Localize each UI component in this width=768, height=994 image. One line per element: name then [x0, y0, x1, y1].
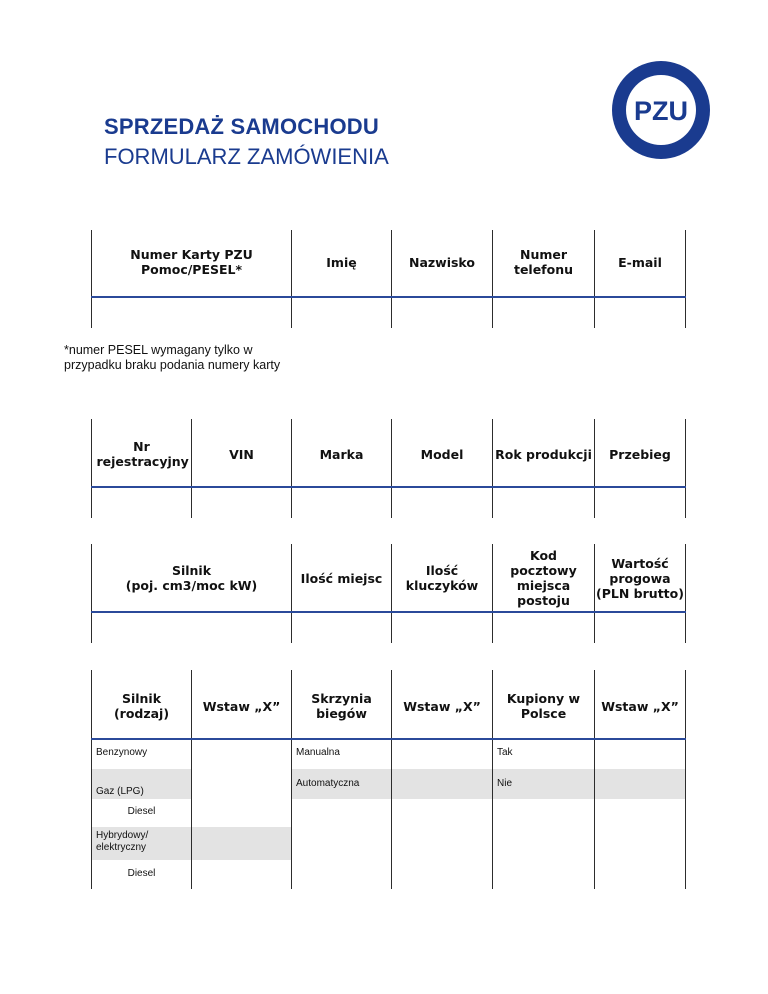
col-header-email: E-mail: [618, 254, 662, 270]
mark-cell-no[interactable]: [595, 769, 685, 799]
col-header-gearbox: Skrzynia biegów: [311, 691, 372, 721]
col-header-engine-size: Silnik (poj. cm3/moc kW): [125, 563, 258, 593]
input-seats[interactable]: [292, 613, 391, 642]
mark-cell-hybrid[interactable]: [192, 827, 291, 860]
table-border: [685, 670, 686, 889]
input-mileage[interactable]: [595, 488, 685, 517]
mark-cell-diesel-2[interactable]: [192, 860, 291, 888]
input-vin[interactable]: [192, 488, 291, 517]
input-first-name[interactable]: [292, 298, 391, 327]
col-header-vin: VIN: [229, 446, 254, 462]
page-title: SPRZEDAŻ SAMOCHODU: [104, 114, 379, 139]
col-header-model: Model: [420, 446, 464, 462]
col-header-mileage: Przebieg: [609, 446, 671, 462]
col-header-mark-gearbox: Wstaw „X”: [403, 698, 481, 714]
bought-option-no: Nie: [497, 778, 513, 789]
input-email[interactable]: [595, 298, 685, 327]
table-border: [685, 544, 686, 643]
logo-text: PZU: [634, 96, 688, 126]
col-header-card: Numer Karty PZU Pomoc/PESEL*: [130, 247, 253, 277]
col-header-keys: Ilość kluczyków: [405, 563, 479, 593]
mark-cell-manual[interactable]: [392, 740, 492, 769]
input-model[interactable]: [392, 488, 492, 517]
input-phone[interactable]: [493, 298, 594, 327]
input-year[interactable]: [493, 488, 594, 517]
engine-option-diesel-2: Diesel: [127, 868, 156, 879]
engine-option-hybrid: Hybrydowy/ elektryczny: [96, 830, 149, 853]
input-keys[interactable]: [392, 613, 492, 642]
mark-cell-petrol[interactable]: [192, 740, 291, 769]
engine-option-diesel: Diesel: [127, 806, 156, 817]
pesel-note: *numer PESEL wymagany tylko w przypadku braku podania numery karty: [64, 343, 281, 372]
bought-option-yes: Tak: [497, 747, 513, 758]
input-last-name[interactable]: [392, 298, 492, 327]
col-header-phone: Numer telefonu: [513, 247, 574, 277]
col-header-seats: Ilość miejsc: [300, 570, 383, 586]
pzu-logo: [611, 60, 711, 160]
col-header-last-name: Nazwisko: [408, 254, 475, 270]
page-subtitle: FORMULARZ ZAMÓWIENIA: [104, 144, 389, 169]
col-header-registration: Nr rejestracyjny: [96, 439, 189, 469]
engine-option-lpg: Gaz (LPG): [96, 786, 144, 797]
input-make[interactable]: [292, 488, 391, 517]
input-card-number[interactable]: [92, 298, 291, 327]
table-border: [685, 230, 686, 328]
table-border: [685, 419, 686, 518]
mark-cell-automatic[interactable]: [392, 769, 492, 799]
input-registration[interactable]: [92, 488, 191, 517]
engine-option-petrol: Benzynowy: [96, 747, 148, 758]
mark-cell-diesel[interactable]: [192, 799, 291, 827]
col-header-engine-type: Silnik (rodzaj): [113, 691, 170, 721]
input-threshold-value[interactable]: [595, 613, 685, 642]
col-header-first-name: Imię: [326, 254, 357, 270]
col-header-mark-bought: Wstaw „X”: [601, 698, 679, 714]
gearbox-option-automatic: Automatyczna: [296, 778, 360, 789]
col-header-make: Marka: [319, 446, 364, 462]
col-header-bought-in-poland: Kupiony w Polsce: [506, 691, 581, 721]
col-header-threshold-value: Wartość progowa (PLN brutto): [596, 555, 684, 601]
col-header-postal-code: Kod pocztowy miejsca postoju: [510, 548, 577, 608]
mark-cell-yes[interactable]: [595, 740, 685, 769]
gearbox-option-manual: Manualna: [296, 747, 340, 758]
input-postal-code[interactable]: [493, 613, 594, 642]
col-header-year: Rok produkcji: [495, 446, 592, 462]
mark-cell-lpg[interactable]: [192, 769, 291, 799]
col-header-mark-engine: Wstaw „X”: [202, 698, 281, 714]
input-engine-size[interactable]: [92, 613, 291, 642]
